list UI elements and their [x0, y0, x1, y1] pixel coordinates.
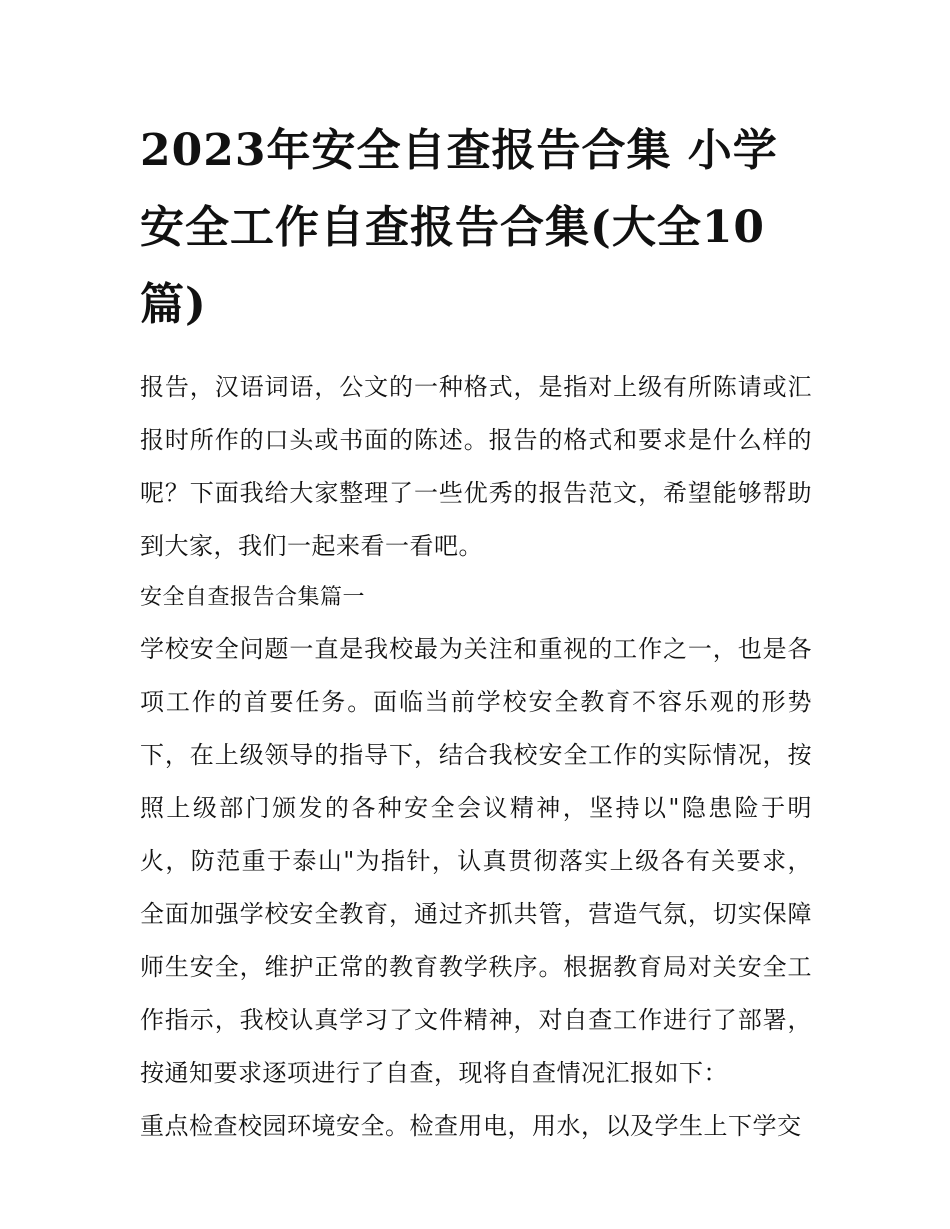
document-page [140, 112, 812, 1153]
document-title: 2023年安全自查报告合集 小学安全工作自查报告合集(大全10篇) [140, 125, 778, 330]
body-paragraph: 学校安全问题一直是我校最为关注和重视的工作之一，也是各项工作的首要任务。面临当前学校安全教育不容乐观的形势下，在上级领导的指导下，结合我校安全工作的实际情况，按照上级部门颁发的各种安全会议精神，坚持以"隐患险于明火，防范重于泰山"为指针，认真贯彻落实上级各有关要求，全面加强学校安全教育，通过齐抓共管，营造气氛，切实保障师生安全，维护正常的教育教学秩序。根据教育局对关安全工作指示，我校认真学习了文件精神，对自查工作进行了部署，按通知要求逐项进行了自查，现将自查情况汇报如下： [140, 635, 812, 1087]
intro-paragraph: 报告，汉语词语，公文的一种格式，是指对上级有所陈请或汇报时所作的口头或书面的陈述。报告的格式和要求是什么样的呢？下面我给大家整理了一些优秀的报告范文，希望能够帮助到大家，我们一起来看一看吧。 [140, 373, 812, 560]
last-paragraph: 重点检查校园环境安全。检查用电，用水，以及学生上下学交 [140, 1112, 802, 1140]
section-heading: 安全自查报告合集篇一 [140, 585, 366, 610]
